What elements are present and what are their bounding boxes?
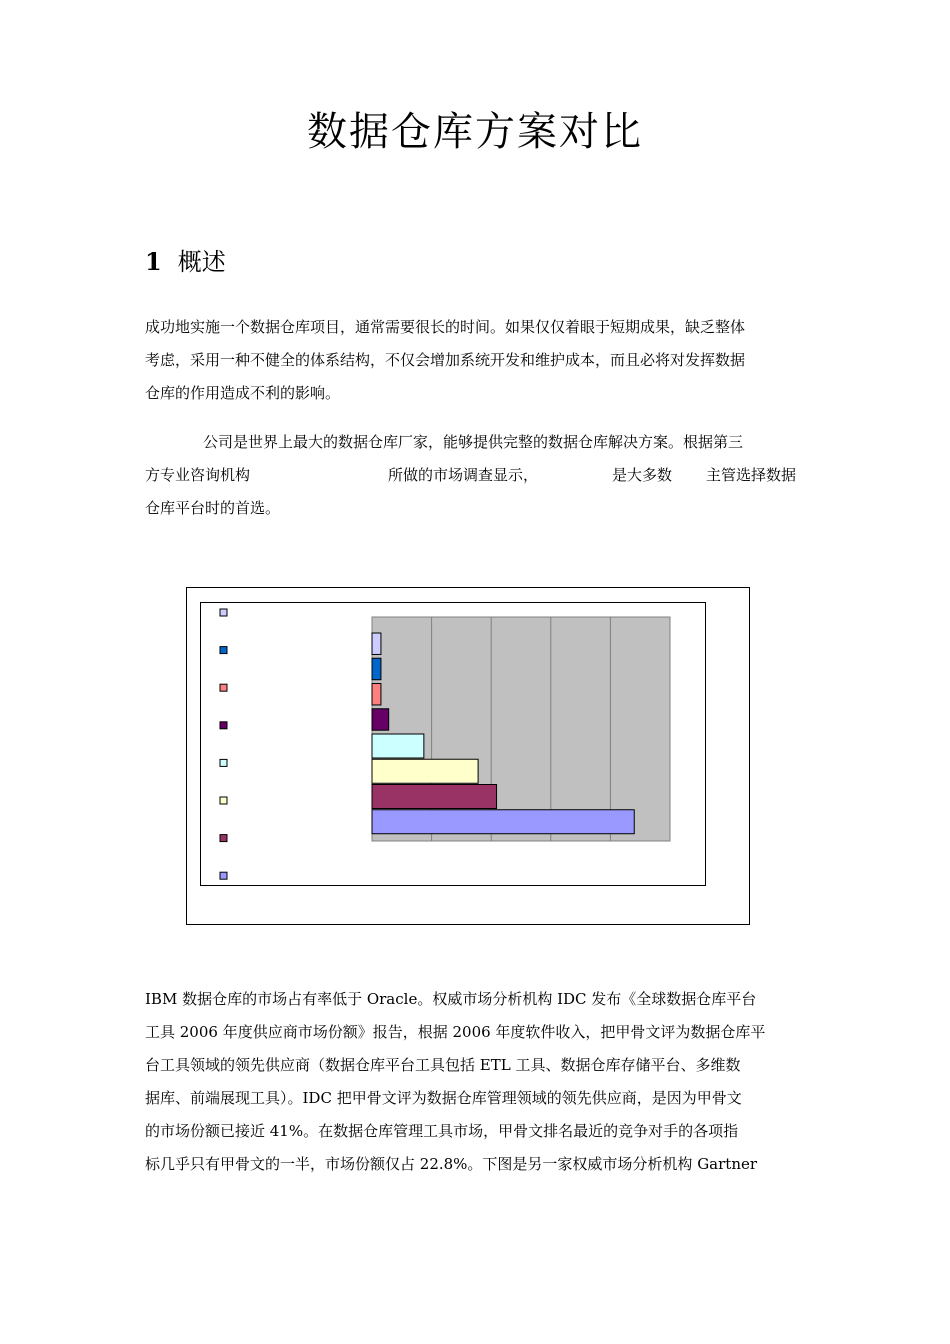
paragraph-line: 台工具领域的领先供应商（数据仓库平台工具包括 ETL 工具、数据仓库存储平台、多维数 bbox=[145, 1056, 741, 1074]
section-number: 1 bbox=[145, 247, 162, 276]
text-fragment: 方专业咨询机构 bbox=[145, 466, 251, 484]
paragraph-line: 的市场份额已接近 41%。在数据仓库管理工具市场，甲骨文排名最近的竞争对手的各项指 bbox=[145, 1122, 739, 1140]
legend-swatch-3 bbox=[220, 684, 227, 691]
text-fragment: 所做的市场调查显示， bbox=[388, 466, 539, 484]
paragraph-market-share bbox=[145, 983, 808, 1181]
legend-swatch-6 bbox=[220, 797, 227, 804]
paragraph-line: 考虑，采用一种不健全的体系结构，不仅会增加系统开发和维护成本，而且必将对发挥数据 bbox=[145, 351, 746, 369]
paragraph-overview bbox=[145, 311, 808, 410]
paragraph-vendor bbox=[145, 426, 808, 525]
paragraph-line: 成功地实施一个数据仓库项目，通常需要很长的时间。如果仅仅着眼于短期成果，缺乏整体 bbox=[145, 318, 746, 336]
legend-swatch-2 bbox=[220, 647, 227, 654]
legend-swatch-5 bbox=[220, 759, 227, 766]
section-title: 概述 bbox=[177, 248, 226, 276]
chart-frame bbox=[186, 587, 750, 925]
bar-7 bbox=[372, 785, 497, 809]
paragraph-line: 公司是世界上最大的数据仓库厂家，能够提供完整的数据仓库解决方案。根据第三 bbox=[203, 433, 744, 451]
paragraph-line: 仓库的作用造成不利的影响。 bbox=[145, 384, 341, 402]
bar-4 bbox=[372, 709, 389, 730]
paragraph-line: 标几乎只有甲骨文的一半，市场份额仅占 22.8%。下图是另一家权威市场分析机构 Gartner bbox=[145, 1155, 758, 1173]
paragraph-line: 仓库平台时的首选。 bbox=[145, 499, 281, 517]
legend-swatch-1 bbox=[220, 609, 227, 616]
bar-2 bbox=[372, 658, 381, 679]
document-title: 数据仓库方案对比 bbox=[307, 109, 643, 155]
bar-8 bbox=[372, 810, 634, 834]
paragraph-line bbox=[145, 459, 808, 492]
legend-swatch-8 bbox=[220, 872, 227, 879]
bar-chart bbox=[201, 603, 705, 885]
text-fragment: 是大多数 bbox=[612, 466, 673, 484]
bar-1 bbox=[372, 633, 381, 654]
chart-area bbox=[200, 602, 706, 886]
paragraph-line: 据库、前端展现工具）。IDC 把甲骨文评为数据仓库管理领域的领先供应商，是因为甲骨文 bbox=[145, 1089, 742, 1107]
legend-swatch-4 bbox=[220, 722, 227, 729]
bar-3 bbox=[372, 684, 381, 705]
bar-5 bbox=[372, 734, 424, 758]
legend-swatch-7 bbox=[220, 835, 227, 842]
paragraph-line: 工具 2006 年度供应商市场份额》报告，根据 2006 年度软件收入，把甲骨文评为数据仓库平 bbox=[145, 1023, 766, 1041]
section-heading bbox=[145, 244, 226, 280]
paragraph-line: IBM 数据仓库的市场占有率低于 Oracle。权威市场分析机构 IDC 发布《全球数据仓库平台 bbox=[145, 990, 757, 1008]
text-fragment: 主管选择数据 bbox=[706, 466, 797, 484]
bar-6 bbox=[372, 759, 478, 783]
